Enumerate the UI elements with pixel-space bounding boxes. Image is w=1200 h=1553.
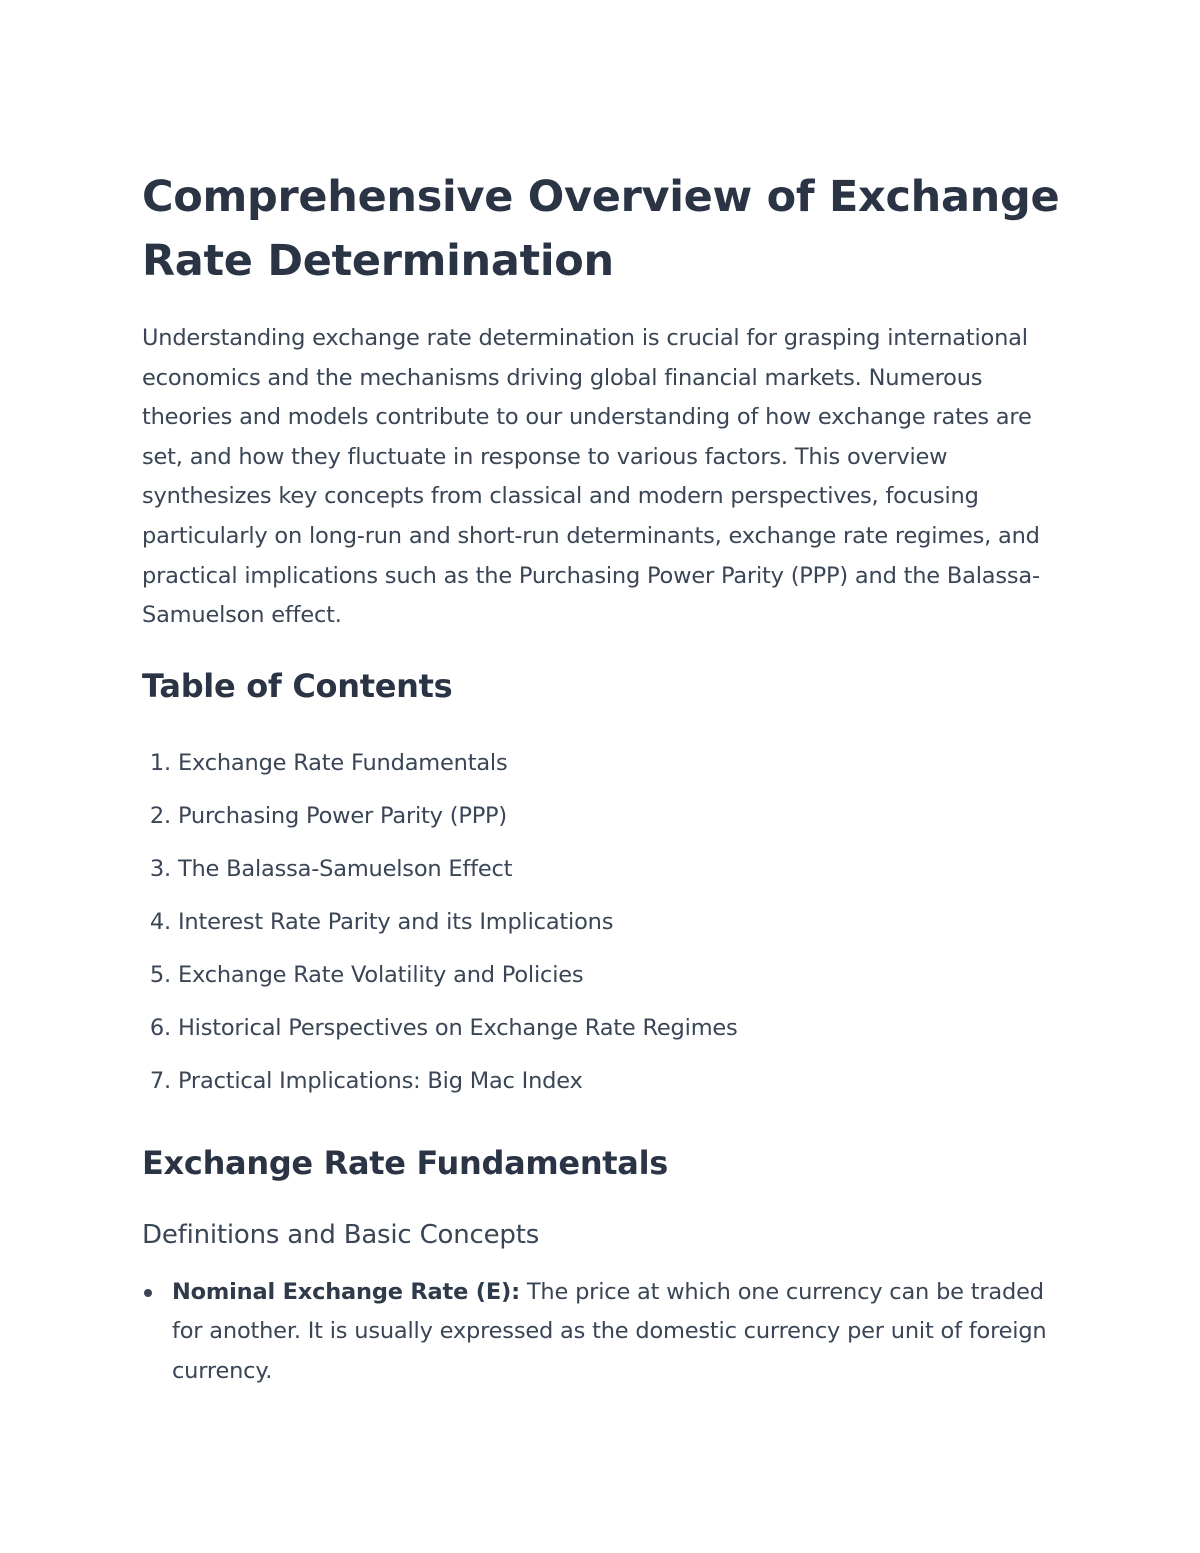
definition-list [142,1273,1060,1392]
toc-item-label: Interest Rate Parity and its Implications [177,908,614,935]
toc-item-label: Exchange Rate Fundamentals [177,749,508,776]
toc-item[interactable] [142,790,1060,843]
toc-item[interactable] [142,843,1060,896]
toc-item[interactable] [142,949,1060,1002]
bullet-icon [144,1289,152,1297]
toc-item[interactable] [142,896,1060,949]
toc-item-number: 7. [149,1067,171,1094]
toc-item-label: The Balassa-Samuelson Effect [177,855,513,882]
subsection-heading: Definitions and Basic Concepts [142,1219,540,1250]
toc-item-number: 3. [149,855,171,882]
document-title: Comprehensive Overview of Exchange Rate Determination [142,172,1060,286]
toc-item-number: 5. [149,961,171,988]
toc-item[interactable] [142,1055,1060,1108]
toc-heading: Table of Contents [142,666,453,705]
definition-text: The price at which one currency can be traded for another. It is usually expressed as the domestic currency per unit of foreign currency. [172,1278,1047,1384]
toc-item-number: 1. [149,749,171,776]
section-heading: Exchange Rate Fundamentals [142,1143,669,1182]
intro-paragraph: Understanding exchange rate determination is crucial for grasping international economics and the mechanisms driving global financial markets. Numerous theories and models contribute to our understanding of how exchange rates are set, and how they fluctuate in response to various factors. This overview synthesizes key concepts from classical and modern perspectives, focusing particularly on long-run and short-run determinants, exchange rate regimes, and practical implications such as the Purchasing Power Parity (PPP) and the Balassa-Samuelson effect. [142,325,1040,629]
toc-item-number: 4. [149,908,171,935]
toc-item-label: Historical Perspectives on Exchange Rate Regimes [177,1014,738,1041]
toc-item[interactable] [142,737,1060,790]
toc-item[interactable] [142,1002,1060,1055]
table-of-contents [142,737,1060,1108]
definition-item [142,1273,1060,1392]
toc-item-label: Purchasing Power Parity (PPP) [177,802,508,829]
definition-term: Nominal Exchange Rate (E): [172,1278,520,1305]
toc-item-number: 2. [149,802,171,829]
toc-item-label: Practical Implications: Big Mac Index [177,1067,583,1094]
toc-item-number: 6. [149,1014,171,1041]
toc-item-label: Exchange Rate Volatility and Policies [177,961,584,988]
